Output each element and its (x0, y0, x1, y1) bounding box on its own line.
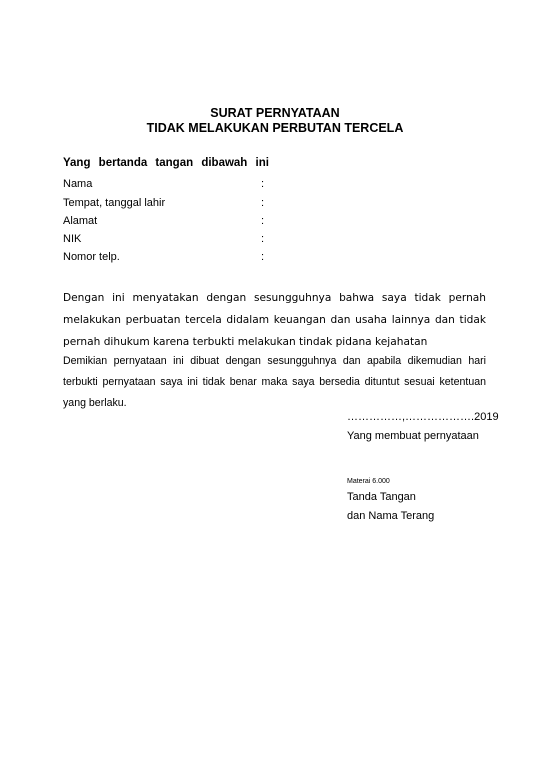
name-label: dan Nama Terang (347, 510, 435, 522)
stamp-label: Materai 6.000 (347, 478, 390, 485)
field-nama (63, 178, 273, 190)
field-label: Nama (63, 178, 93, 190)
field-colon: : (261, 233, 265, 245)
field-tempat-tanggal-lahir (63, 197, 273, 209)
date-line: ……………,……………….2019 (347, 411, 499, 423)
field-nomor-telp (63, 251, 273, 263)
field-nik (63, 233, 273, 245)
field-label: Nomor telp. (63, 251, 120, 263)
field-label: Tempat, tanggal lahir (63, 197, 166, 209)
maker-label: Yang membuat pernyataan (347, 430, 479, 442)
field-colon: : (261, 197, 265, 209)
title-line-1: SURAT PERNYATAAN (210, 106, 340, 120)
field-label: NIK (63, 233, 82, 245)
field-colon: : (261, 178, 265, 190)
field-alamat (63, 215, 273, 227)
field-colon: : (261, 251, 265, 263)
field-colon: : (261, 215, 265, 227)
statement-paragraph: Dengan ini menyatakan dengan sesungguhnya bahwa saya tidak pernah melakukan perbuatan tercela didalam keuangan dan usaha lainnya dan tidak pernah dihukum karena terbukti melakukan tindak pidana kejahatan (63, 292, 486, 348)
intro-text: Yang bertanda tangan dibawah ini (63, 157, 269, 169)
closing-paragraph: Demikian pernyataan ini dibuat dengan sesungguhnya dan apabila dikemudian hari terbukti pernyataan saya ini tidak benar maka saya bersedia dituntut sesuai ketentuan yang berlaku. (63, 355, 486, 409)
sign-label: Tanda Tangan (347, 491, 416, 503)
title-line-2: TIDAK MELAKUKAN PERBUTAN TERCELA (146, 121, 404, 135)
field-label: Alamat (63, 215, 98, 227)
